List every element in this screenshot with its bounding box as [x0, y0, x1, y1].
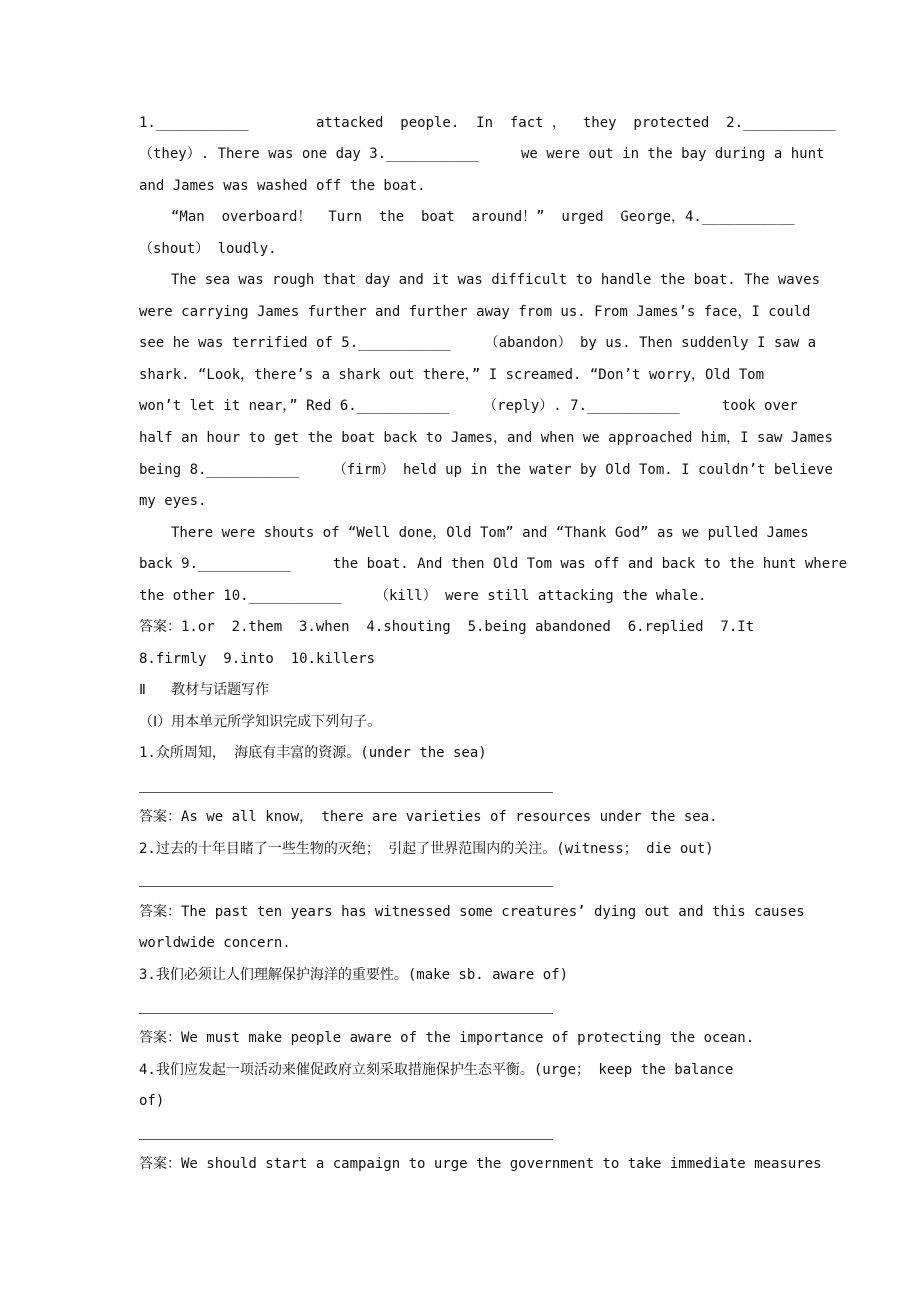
passage-line: being 8.___________ （firm） held up in the water by Old Tom. I couldn’t believe	[139, 462, 833, 478]
question-prompt: 4.我们应发起一项活动来催促政府立刻采取措施保护生态平衡。(urge； keep the balance	[139, 1062, 734, 1078]
passage-line: my eyes.	[139, 493, 207, 509]
question-prompt: 1.众所周知， 海底有丰富的资源。(under the sea)	[139, 745, 487, 761]
answer-line	[139, 1139, 553, 1140]
passage-line: “Man overboard！ Turn the boat around！” urged George，4.___________	[171, 209, 795, 225]
question-prompt: of)	[139, 1093, 165, 1109]
question-answer: 答案：The past ten years has witnessed some creatures’ dying out and this causes	[139, 904, 805, 920]
question-answer: 答案：As we all know， there are varieties of resources under the sea.	[139, 809, 718, 825]
answer-line	[139, 792, 553, 793]
passage-line: The sea was rough that day and it was difficult to handle the boat. The waves	[171, 272, 821, 288]
passage-line: shark. “Look，there’s a shark out there，” I screamed. “Don’t worry，Old Tom	[139, 367, 765, 383]
passage-line: see he was terrified of 5.___________ （abandon） by us. Then suddenly I saw a	[139, 335, 817, 351]
question-prompt: 2.过去的十年目睹了一些生物的灭绝； 引起了世界范围内的关注。(witness； die out)	[139, 841, 714, 857]
answer-key-line: 8.firmly 9.into 10.killers	[139, 651, 376, 667]
passage-line: the other 10.___________ （kill） were still attacking the whale.	[139, 588, 707, 604]
section-instruction: （Ⅰ）用本单元所学知识完成下列句子。	[139, 714, 382, 730]
question-prompt: 3.我们必须让人们理解保护海洋的重要性。(make sb. aware of)	[139, 967, 569, 983]
answer-line	[139, 886, 553, 887]
question-answer: 答案：We should start a campaign to urge the government to take immediate measures	[139, 1156, 822, 1172]
passage-line: （they）. There was one day 3.___________ we were out in the bay during a hunt	[139, 146, 825, 162]
answer-key-line: 答案：1.or 2.them 3.when 4.shouting 5.being abandoned 6.replied 7.It	[139, 619, 755, 635]
answer-line	[139, 1013, 553, 1014]
passage-line: half an hour to get the boat back to James，and when we approached him，I saw James	[139, 430, 833, 446]
passage-line: were carrying James further and further away from us. From James’s face，I could	[139, 304, 811, 320]
passage-line: There were shouts of “Well done，Old Tom” and “Thank God” as we pulled James	[171, 525, 809, 541]
question-answer: worldwide concern.	[139, 935, 291, 951]
passage-line: won’t let it near，” Red 6.___________ （reply）. 7.___________ took over	[139, 398, 798, 414]
passage-line: （shout） loudly.	[139, 241, 277, 257]
section-heading: Ⅱ 教材与话题写作	[139, 682, 270, 698]
passage-line: back 9.___________ the boat. And then Old Tom was off and back to the hunt where	[139, 556, 848, 572]
passage-line: and James was washed off the boat.	[139, 178, 426, 194]
question-answer: 答案：We must make people aware of the importance of protecting the ocean.	[139, 1030, 755, 1046]
passage-line: 1.___________ attacked people. In fact ， they protected 2.___________	[139, 115, 836, 131]
